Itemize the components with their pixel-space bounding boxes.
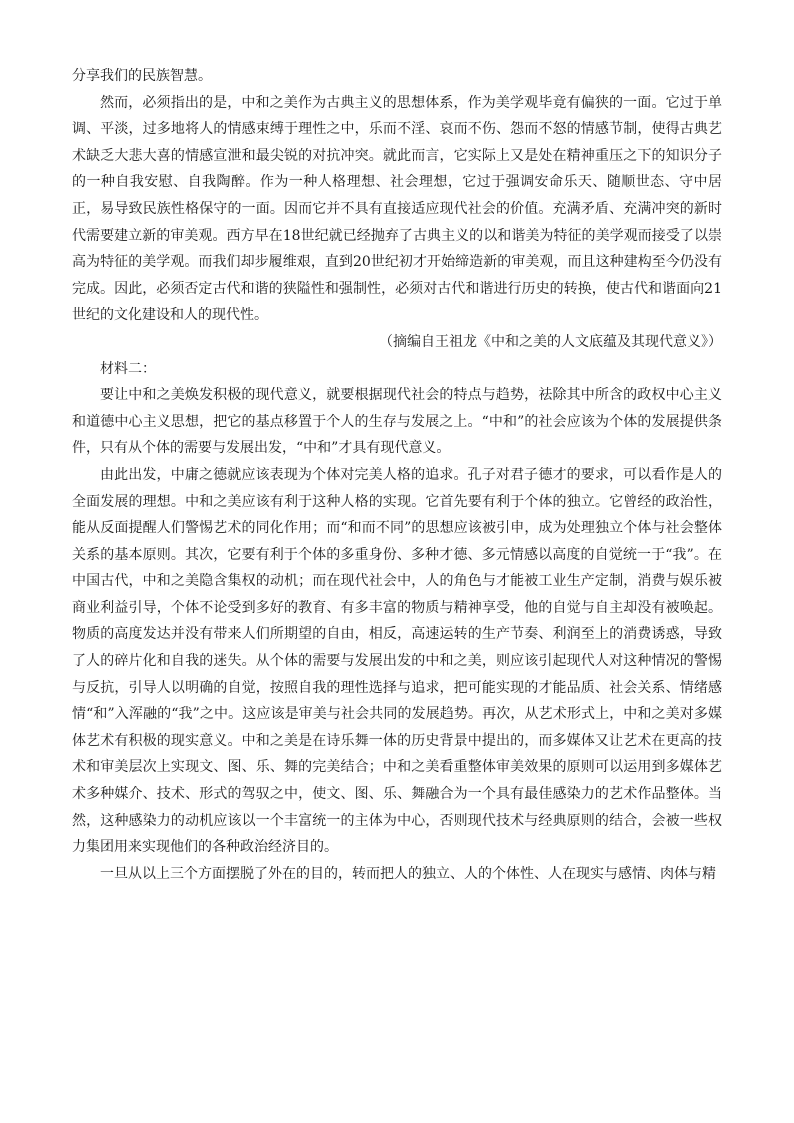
paragraph-conclusion-start: 一旦从以上三个方面摆脱了外在的目的，转而把人的独立、人的个体性、人在现实与感情、肉体与精 [100,865,716,882]
source-citation: （摘编自王祖龙《中和之美的人文底蕴及其现代意义》） [379,333,722,350]
paragraph-personality: 由此出发，中庸之德就应该表现为个体对完美人格的追求。孔子对君子德才的要求，可以看作是人的全面发展的理想。中和之美应该有利于这种人格的实现。它首先要有利于个体的独立。它曾经的政治性，能从反面提醒人们警惕艺术的同化作用；而“和而不同”的思想应该被引申，成为处理独立个体与社会整体关系的基本原则。其次，它要有利于个体的多重身份、多种才德、多元情感以高度的自觉统一于“我”。在中国古代，中和之美隐含集权的动机；而在现代社会中，人的角色与才能被工业生产定制，消费与娱乐被商业利益引导，个体不论受到多好的教育、有多丰富的物质与精神享受，他的自觉与自主却没有被唤起。物质的高度发达并没有带来人们所期望的自由，相反，高速运转的生产节奏、利润至上的消费诱惑，导致了人的碎片化和自我的迷失。从个体的需要与发展出发的中和之美，则应该引起现代人对这种情况的警惕与反抗，引导人以明确的自觉，按照自我的理性选择与追求，把可能实现的才能品质、社会关系、情绪感情“和”入浑融的“我”之中。这应该是审美与社会共同的发展趋势。再次，从艺术形式上，中和之美对多媒体艺术有积极的现实意义。中和之美是在诗乐舞一体的历史背景中提出的，而多媒体又让艺术在更高的技术和审美层次上实现文、图、乐、舞的完美结合；中和之美看重整体审美效果的原则可以运用到多媒体艺术多种媒介、技术、形式的驾驭之中，使文、图、乐、舞融合为一个具有最佳感染力的艺术作品整体。当然，这种感染力的动机应该以一个丰富统一的主体为中心，否则现代技术与经典原则的结合，会被一些权力集团用来实现他们的各种政治经济目的。 [72,466,722,856]
paragraph-modern-meaning: 要让中和之美焕发积极的现代意义，就要根据现代社会的特点与趋势，祛除其中所含的政权中心主义和道德中心主义思想，把它的基点移置于个人的生存与发展之上。“中和”的社会应该为个体的发展提供条件，只有从个体的需要与发展出发，“中和”才具有现代意义。 [72,387,722,457]
paragraph-critique: 然而，必须指出的是，中和之美作为古典主义的思想体系，作为美学观毕竟有偏狭的一面。它过于单调、平淡，过多地将人的情感束缚于理性之中，乐而不淫、哀而不伤、怨而不怒的情感节制，使得古典艺术缺乏大悲大喜的情感宣泄和最尖锐的对抗冲突。就此而言，它实际上又是处在精神重压之下的知识分子的一种自我安慰、自我陶醉。作为一种人格理想、社会理想，它过于强调安命乐天、随顺世态、守中居正，易导致民族性格保守的一面。因而它并不具有直接适应现代社会的价值。充满矛盾、充满冲突的新时代需要建立新的审美观。西方早在18世纪就已经抛弃了古典主义的以和谐美为特征的美学观而接受了以崇高为特征的美学观。而我们却步履维艰，直到20世纪初才开始缔造新的审美观，而且这种建构至今仍没有完成。因此，必须否定古代和谐的狭隘性和强制性，必须对古代和谐进行历史的转换，使古代和谐面向21世纪的文化建设和人的现代性。 [72,94,722,324]
document-body [72,63,722,887]
material-heading: 材料二： [100,360,156,377]
paragraph-continuation: 分享我们的民族智慧。 [72,68,212,84]
